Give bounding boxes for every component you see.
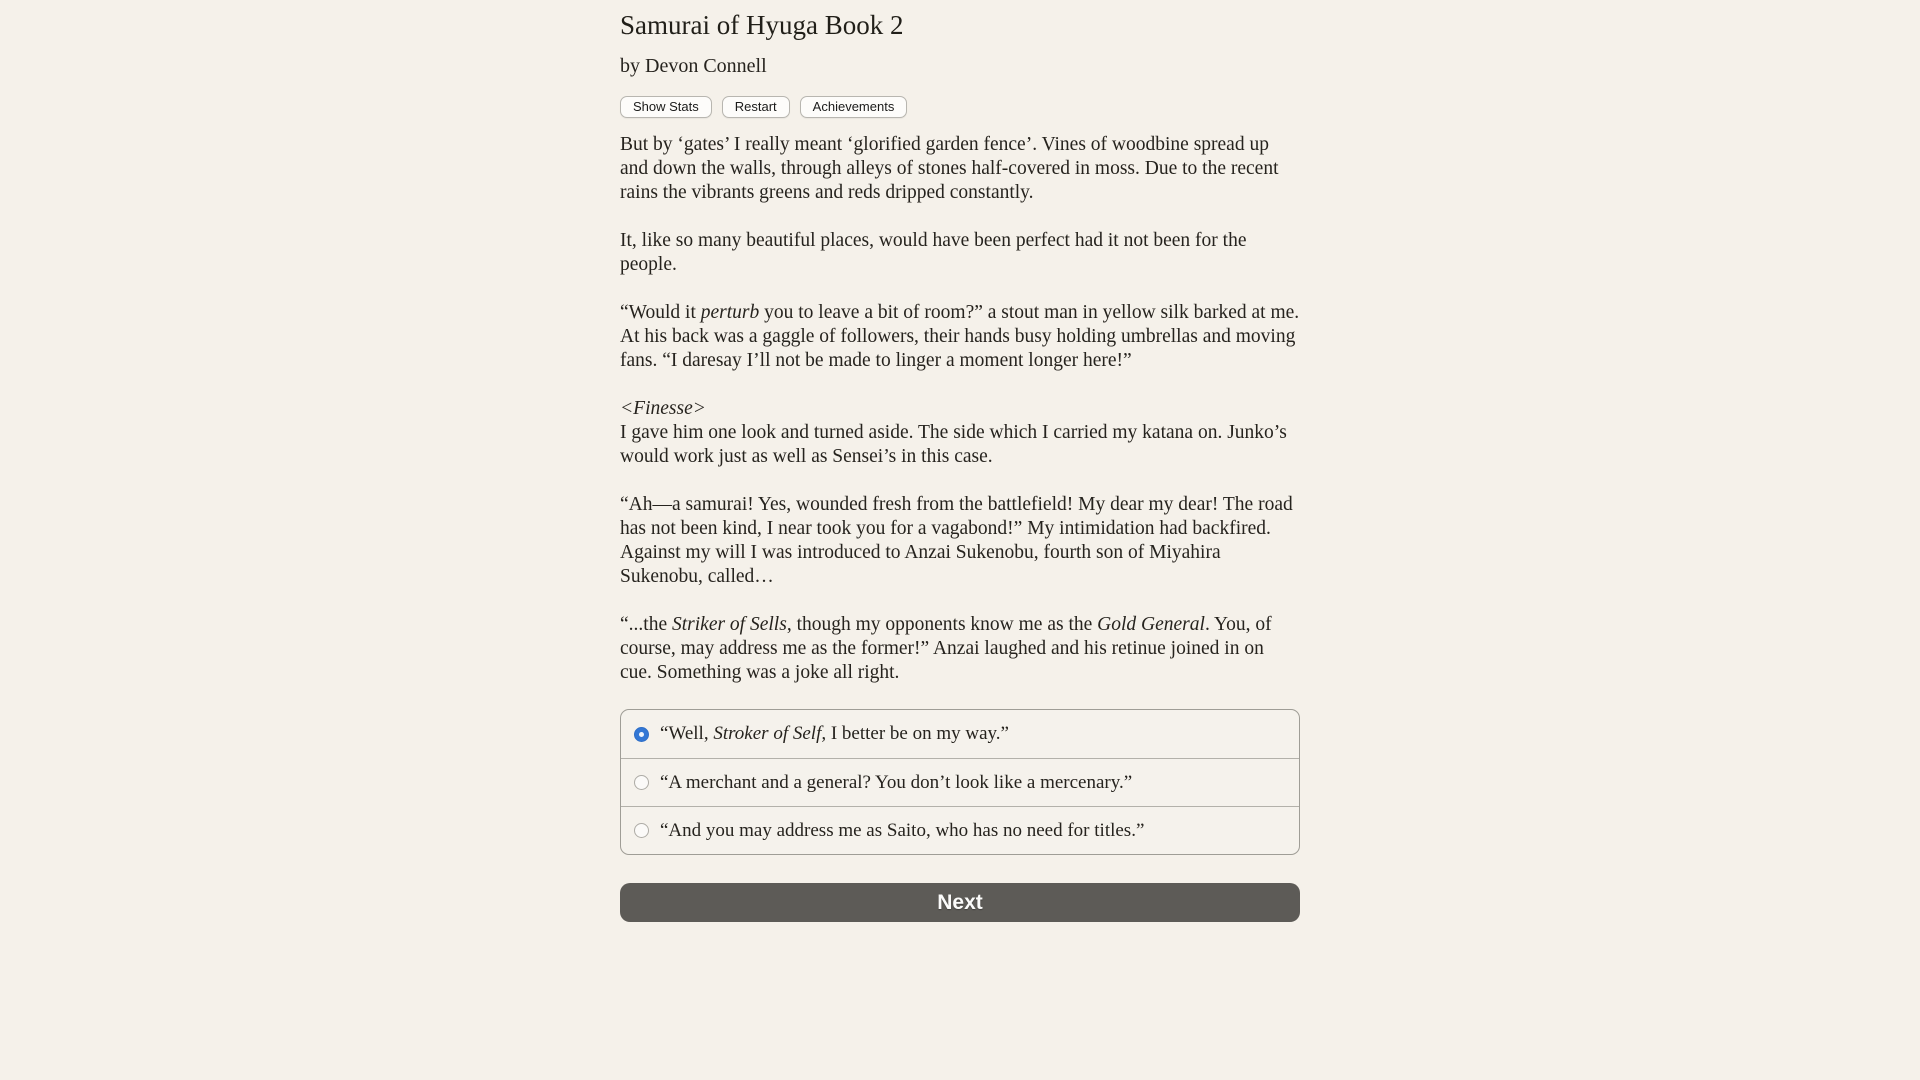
choice-option[interactable]	[621, 806, 1299, 854]
choice-option[interactable]	[621, 710, 1299, 758]
story-paragraph: <Finesse> I gave him one look and turned aside. The side which I carried my katana on. Junko’s would work just as well as Sensei’s in this case.	[620, 398, 1287, 467]
radio-unselected-icon[interactable]	[634, 823, 649, 838]
radio-unselected-icon[interactable]	[634, 775, 649, 790]
achievements-button[interactable]: Achievements	[800, 96, 908, 118]
choice-list	[620, 709, 1300, 855]
show-stats-button[interactable]: Show Stats	[620, 96, 712, 118]
story-paragraph: “Ah—a samurai! Yes, wounded fresh from the battlefield! My dear my dear! The road has not been kind, I near took you for a vagabond!” My intimidation had backfired. Against my will I was introduced to Anzai Sukenobu, fourth son of Miyahira Sukenobu, called…	[620, 494, 1293, 587]
story-text	[620, 133, 1300, 685]
story-paragraph: “...the Striker of Sells, though my opponents know me as the Gold General. You, of course, may address me as the former!” Anzai laughed and his retinue joined in on cue. Something was a joke all right.	[620, 614, 1272, 683]
game-page	[620, 0, 1300, 922]
next-button[interactable]: Next	[620, 883, 1300, 922]
radio-selected-icon[interactable]	[634, 727, 649, 742]
game-title: Samurai of Hyuga Book 2	[620, 10, 904, 40]
choice-option[interactable]	[621, 758, 1299, 806]
choice-label: “A merchant and a general? You don’t look like a mercenary.”	[660, 771, 1133, 793]
restart-button[interactable]: Restart	[722, 96, 790, 118]
choice-label: “Well, Stroker of Self, I better be on my way.”	[660, 723, 1009, 744]
choice-label: “And you may address me as Saito, who has no need for titles.”	[660, 819, 1145, 841]
toolbar	[620, 96, 1300, 118]
story-paragraph: It, like so many beautiful places, would have been perfect had it not been for the people.	[620, 230, 1247, 275]
story-paragraph: “Would it perturb you to leave a bit of room?” a stout man in yellow silk barked at me. At his back was a gaggle of followers, their hands busy holding umbrellas and moving fans. “I daresay I’ll not be made to linger a moment longer here!”	[620, 302, 1300, 371]
story-paragraph: But by ‘gates’ I really meant ‘glorified garden fence’. Vines of woodbine spread up and down the walls, through alleys of stones half-covered in moss. Due to the recent rains the vibrants greens and reds dripped constantly.	[620, 134, 1279, 203]
game-author: by Devon Connell	[620, 55, 767, 77]
